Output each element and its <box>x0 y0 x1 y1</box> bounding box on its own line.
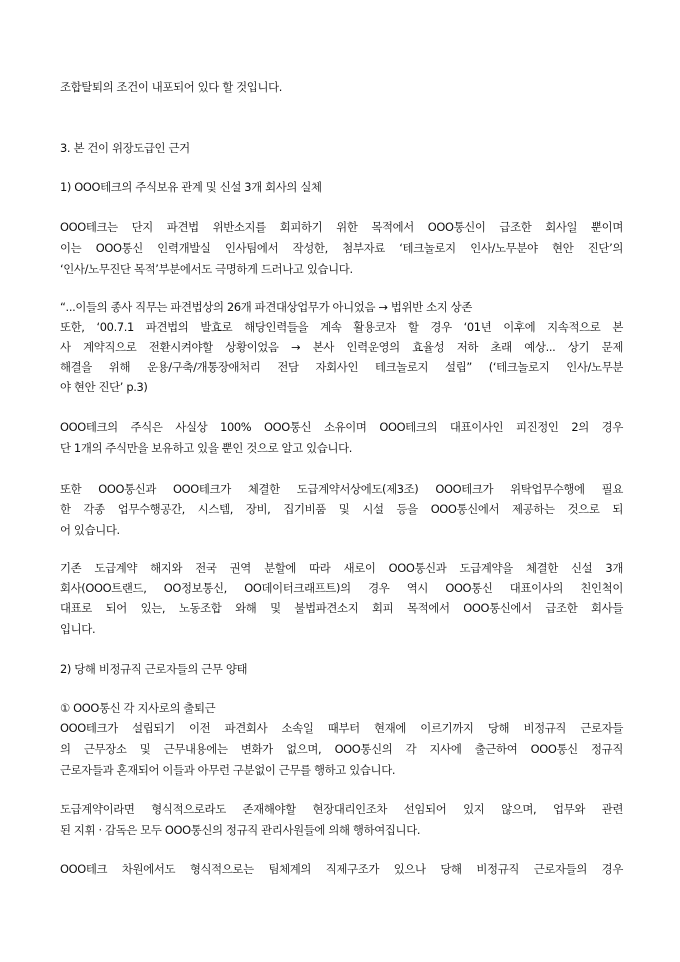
text-line: 입니다. <box>60 622 96 636</box>
text-line: OOO테크의 주식은 사실상 100% OOO통신 소유이며 OOO테크의 대표이사인 피진정인 2의 경우 <box>60 420 623 434</box>
text-line: OOO테크는 단지 파견법 위반소지를 회피하기 위한 목적에서 OOO통신이 급조한 회사일 뿐이며 <box>60 220 623 234</box>
text-line: 의 근무장소 및 근무내용에는 변화가 없으며, OOO통신의 각 지사에 출근하여 OOO통신 정규직 <box>60 742 623 756</box>
text-line: ‘인사/노무진단 목적’부분에서도 극명하게 드러나고 있습니다. <box>60 262 353 276</box>
text-line: OOO테크가 설립되기 이전 파견회사 소속일 때부터 현재에 이르기까지 당해 비정규직 근로자들 <box>60 721 623 735</box>
subsection-heading: 1) OOO테크의 주식보유 관계 및 신설 3개 회사의 실체 <box>60 180 322 194</box>
text-line: 한 각종 업무수행공간, 시스템, 장비, 집기비품 및 시설 등을 OOO통신에서 제공하는 것으로 되 <box>60 502 623 516</box>
text-line: 회사(OOO트랜드, OO정보통신, OO데이터크래프트)의 경우 역시 OOO통신 대표이사의 친인척이 <box>60 581 623 595</box>
subsection-heading: 2) 당해 비정규직 근로자들의 근무 양태 <box>60 662 248 676</box>
quote-line: 해결을 위해 운용/구축/개통장애처리 전담 자회사인 테크놀로지 설립” (‘테크놀로지 인사/노무분 <box>60 360 623 374</box>
item-heading: ① OOO통신 각 지사로의 출퇴근 <box>60 701 216 715</box>
text-line: 근로자들과 혼재되어 이들과 아무런 구분없이 근무를 행하고 있습니다. <box>60 763 396 777</box>
quote-line: 또한, ‘00.7.1 파견법의 발효로 해당인력들을 계속 활용코자 할 경우 ‘01년 이후에 지속적으로 본 <box>60 320 623 334</box>
quote-line: “...이들의 종사 직무는 파견법상의 26개 파견대상업무가 아니었음 → 법위반 소지 상존 <box>60 300 472 314</box>
text-line: 또한 OOO통신과 OOO테크가 체결한 도급계약서상에도(제3조) OOO테크가 위탁업무수행에 필요 <box>60 482 623 496</box>
text-line: 이는 OOO통신 인력개발실 인사팀에서 작성한, 첨부자료 ‘테크놀로지 인사/노무분야 현안 진단’의 <box>60 241 623 255</box>
quote-line: 사 계약직으로 전환시켜야할 상황이었음 → 본사 인력운영의 효율성 저하 초래 예상... 상기 문제 <box>60 340 623 354</box>
quote-line: 야 현안 진단’ p.3) <box>60 380 148 394</box>
text-line: 도급계약이라면 형식적으로라도 존재해야할 현장대리인조차 선임되어 있지 않으며, 업무와 관련 <box>60 802 623 816</box>
text-line: 된 지휘 · 감독은 모두 OOO통신의 정규직 관리사원들에 의해 행하여집니다. <box>60 823 421 837</box>
text-line: 단 1개의 주식만을 보유하고 있을 뿐인 것으로 알고 있습니다. <box>60 441 353 455</box>
section-heading: 3. 본 건이 위장도급인 근거 <box>60 141 190 155</box>
text-line: OOO테크 차원에서도 형식적으로는 팀체계의 직제구조가 있으나 당해 비정규직 근로자들의 경우 <box>60 862 623 876</box>
text-line: 대표로 되어 있는, 노동조합 와해 및 불법파견소지 회피 목적에서 OOO통신에서 급조한 회사들 <box>60 601 623 615</box>
text-line: 기존 도급계약 해지와 전국 권역 분할에 따라 새로이 OOO통신과 도급계약을 체결한 신설 3개 <box>60 561 623 575</box>
text-line: 조합탈퇴의 조건이 내포되어 있다 할 것입니다. <box>60 80 283 94</box>
text-line: 어 있습니다. <box>60 523 120 537</box>
